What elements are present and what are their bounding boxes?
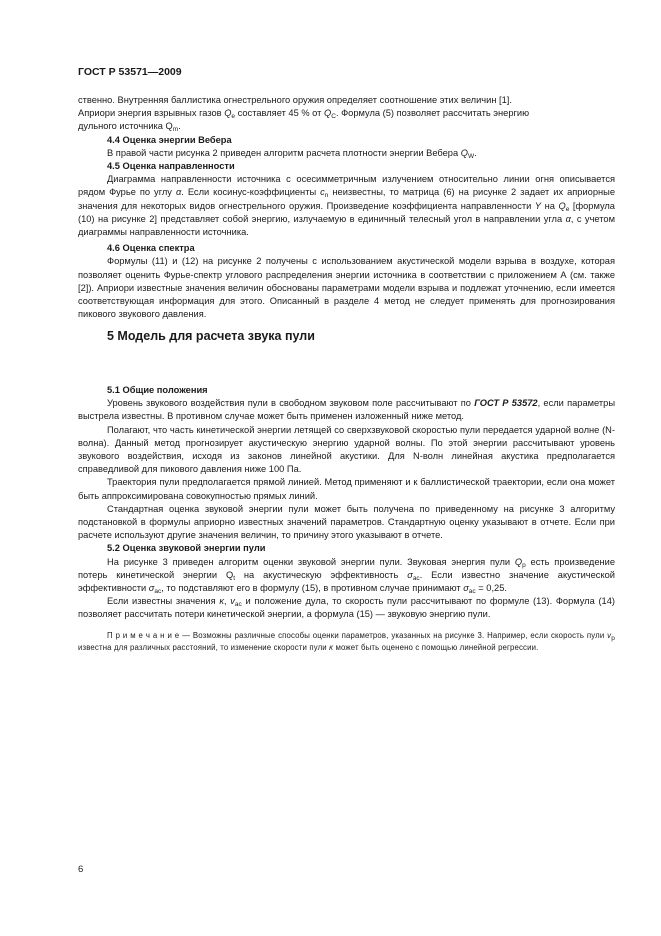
paragraph-4-5: Диаграмма направленности источника с осесимметричным излучением относительно линии огня описывается рядом Фурье по углу α. Если косинус-коэффициенты $c_n$ неизвестны, то матрица (6) на рисунке 2 задает их априорные значения для некоторых видов огнестрельного оружия. Произведение коэффициента направленности Y на $Q_e$ [формула (10) на рисунке 2] представляет собой энергию, излучаемую в единичный телесный угол в направлении угла α, с учетом диаграммы направленности источника. xyxy=(78,174,615,238)
heading-4-5: 4.5 Оценка направленности xyxy=(107,161,235,172)
paragraph-5-1-4: Стандартная оценка звуковой энергии пули может быть получена по приведенному на рисунке 3 алгоритму подстановкой в формулы априорно известных значений параметров. Стандартную оценку указывают в отчете. Если при расчете используют другие значения величин, то причину этого указывают в отчете. xyxy=(78,503,615,541)
continuation-line-3: дульного источника $Q_m$. xyxy=(78,121,181,134)
page-number: 6 xyxy=(78,864,84,875)
paragraph-5-2-1: На рисунке 3 приведен алгоритм оценки звуковой энергии пули. Звуковая энергия пули $Q_p$ есть произведение потерь кинетической энергии $Q_t$ на акустическую эффективность $\sigma_{ac}$. Если известно значение акустической эффективности $\sigma_{ac}$, то подставляют его в формулу (15), в противном случае принимают $\sigma_{ac} = 0,25$. xyxy=(78,556,616,596)
document-header: ГОСТ Р 53571—2009 xyxy=(78,66,182,78)
paragraph-5-1-1: Уровень звукового воздействия пули в свободном звуковом поле рассчитывают по ГОСТ Р 53572, если параметры выстрела известны. В противном случае может быть применен изложенный ниже метод. xyxy=(78,398,615,422)
heading-4-6: 4.6 Оценка спектра xyxy=(107,243,195,254)
continuation-paragraph xyxy=(78,94,615,321)
continuation-line-1: ственно. Внутренняя баллистика огнестрельного оружия определяет соотношение этих величин [1]. xyxy=(78,95,512,105)
continuation-line-2: Априори энергия взрывных газов $Q_e$ составляет 45 % от $Q_C$. Формула (5) позволяет рассчитать энергию xyxy=(78,108,530,121)
paragraph-4-6: Формулы (11) и (12) на рисунке 2 получены с использованием акустической модели взрыва в воздухе, которая позволяет оценить Фурье-спектр углового распределения энергии источника в соответствии с приложением А (см. также [2]). Априори известные значения величин обоснованы параметрами модели взрыва и подлежат уточнению, если имеется соответствующая информация для этого. Описанный в разделе 4 метод не следует применять для прогнозирования пикового звукового давления. xyxy=(78,256,615,320)
note-paragraph: П р и м е ч а н и е — Возможны различные способы оценки параметров, указанных на рисунке 3. Например, если скорость пули $v_p$ известна для различных расстояний, то изменение скорости пули κ может быть оценено с помощью линейной регрессии. xyxy=(78,630,615,652)
paragraph-5-1-3: Траектория пули предполагается прямой линией. Метод применяют и к баллистической траектории, если она может быть аппроксимирована совокупностью прямых линий. xyxy=(78,477,615,501)
heading-4-4: 4.4 Оценка энергии Вебера xyxy=(107,134,232,145)
paragraph-5-2-2: Если известны значения κ, $v_{ac}$ и положение дула, то скорость пули рассчитывают по формуле (13). Формула (14) позволяет рассчитать потери кинетической энергии, а формула (15) — звуковую энергию пули. xyxy=(78,596,615,620)
heading-5-1: 5.1 Общие положения xyxy=(107,385,208,395)
heading-section-5: 5 Модель для расчета звука пули xyxy=(107,329,315,343)
paragraph-4-4: В правой части рисунка 2 приведен алгоритм расчета плотности энергии Вебера $Q_W$. xyxy=(107,147,477,160)
paragraph-5-1-2: Полагают, что часть кинетической энергии летящей со сверхзвуковой скоростью пули передается ударной волне (N-волна). Данный метод прогнозирует акустическую энергию ударной волны. По этой энергии рассчитывают уровень звукового воздействия, исходя из законов линейной акустики. Для N-волн линейная акустика предполагается справедливой для пикового давления ниже 100 Па. xyxy=(78,424,615,475)
heading-5-2: 5.2 Оценка звуковой энергии пули xyxy=(107,543,266,554)
section-5 xyxy=(78,384,615,654)
